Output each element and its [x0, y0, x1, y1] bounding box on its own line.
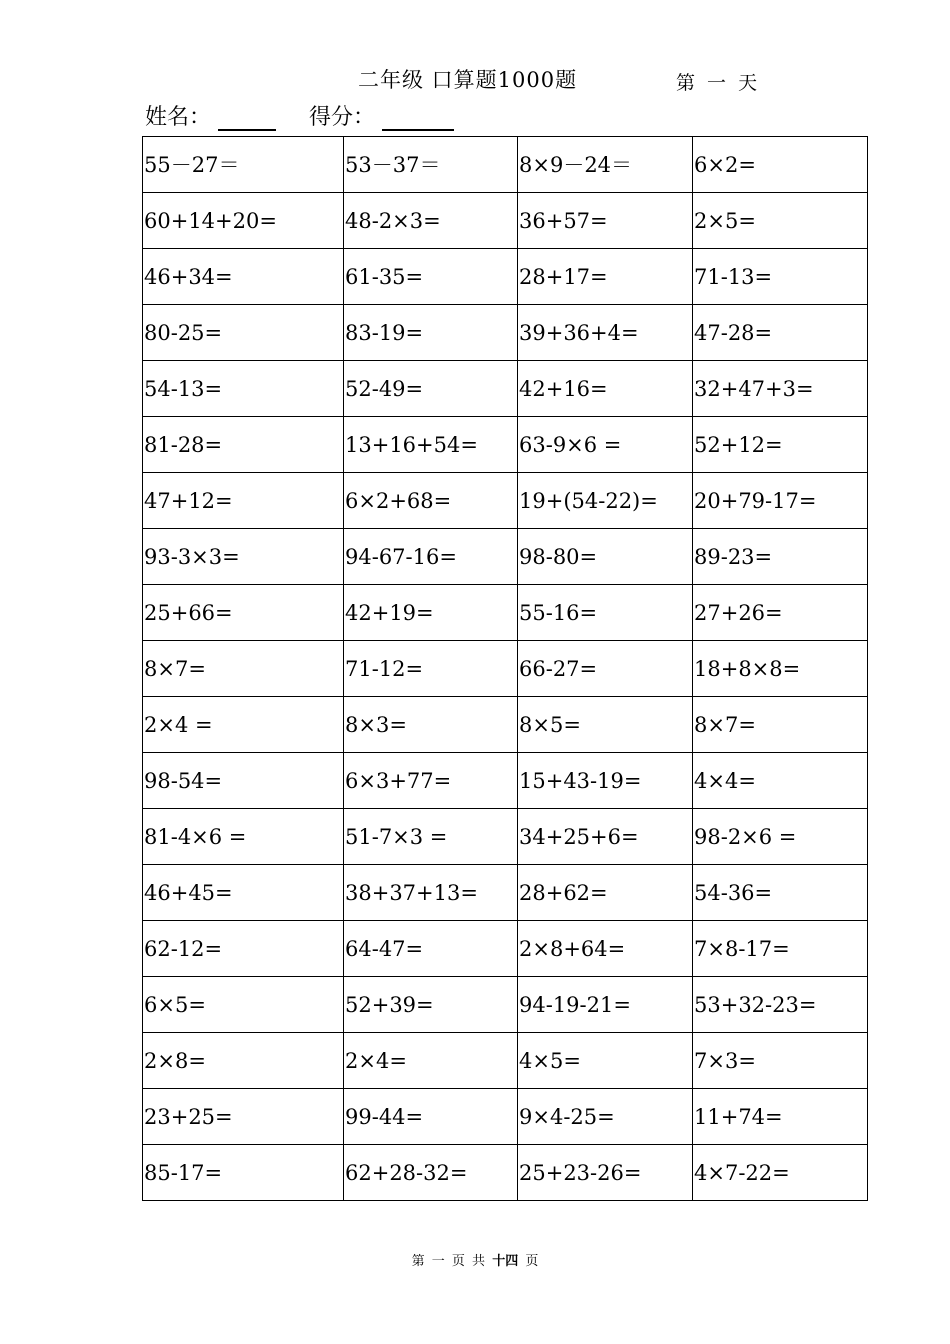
- problem-cell: 6×2=: [693, 137, 868, 193]
- problem-row: [143, 529, 868, 585]
- worksheet-title: 二年级 口算题1000题: [358, 68, 578, 92]
- problem-row: [143, 697, 868, 753]
- problem-cell: 23+25=: [143, 1089, 344, 1145]
- problem-cell: 62+28-32=: [344, 1145, 518, 1201]
- problem-cell: 8×9－24＝: [518, 137, 693, 193]
- problem-cell: 8×7=: [143, 641, 344, 697]
- problem-cell: 2×4 =: [143, 697, 344, 753]
- name-label: 姓名：: [145, 105, 212, 130]
- problem-cell: 52-49=: [344, 361, 518, 417]
- problem-cell: 51-7×3 =: [344, 809, 518, 865]
- problem-cell: 66-27=: [518, 641, 693, 697]
- problem-cell: 61-35=: [344, 249, 518, 305]
- problem-row: [143, 585, 868, 641]
- problem-cell: 18+8×8=: [693, 641, 868, 697]
- problem-cell: 55-16=: [518, 585, 693, 641]
- problem-cell: 81-28=: [143, 417, 344, 473]
- problem-cell: 4×4=: [693, 753, 868, 809]
- problem-cell: 28+62=: [518, 865, 693, 921]
- problem-cell: 42+19=: [344, 585, 518, 641]
- problem-cell: 46+45=: [143, 865, 344, 921]
- footer-prefix: 第 一 页 共: [411, 1254, 486, 1269]
- problem-row: [143, 1145, 868, 1201]
- problem-row: [143, 1033, 868, 1089]
- problem-cell: 94-67-16=: [344, 529, 518, 585]
- problem-cell: 85-17=: [143, 1145, 344, 1201]
- problem-cell: 98-2×6 =: [693, 809, 868, 865]
- problem-cell: 55－27＝: [143, 137, 344, 193]
- problem-cell: 19+(54-22)=: [518, 473, 693, 529]
- problem-cell: 53+32-23=: [693, 977, 868, 1033]
- problem-cell: 54-36=: [693, 865, 868, 921]
- problem-cell: 83-19=: [344, 305, 518, 361]
- score-label: 得分：: [309, 105, 376, 130]
- problem-cell: 99-44=: [344, 1089, 518, 1145]
- problem-cell: 54-13=: [143, 361, 344, 417]
- problem-cell: 6×3+77=: [344, 753, 518, 809]
- problem-grid-body: [143, 137, 868, 1201]
- problem-cell: 6×5=: [143, 977, 344, 1033]
- footer-suffix: 页: [525, 1254, 539, 1269]
- problem-cell: 4×5=: [518, 1033, 693, 1089]
- footer-total-pages: 十四: [492, 1254, 519, 1269]
- problem-cell: 13+16+54=: [344, 417, 518, 473]
- problem-cell: 47-28=: [693, 305, 868, 361]
- problem-cell: 20+79-17=: [693, 473, 868, 529]
- problem-row: [143, 977, 868, 1033]
- problem-row: [143, 641, 868, 697]
- problem-row: [143, 473, 868, 529]
- problem-cell: 28+17=: [518, 249, 693, 305]
- problem-cell: 46+34=: [143, 249, 344, 305]
- problem-cell: 60+14+20=: [143, 193, 344, 249]
- problem-cell: 2×8+64=: [518, 921, 693, 977]
- problem-row: [143, 865, 868, 921]
- problem-cell: 34+25+6=: [518, 809, 693, 865]
- problem-cell: 38+37+13=: [344, 865, 518, 921]
- page-footer: [0, 1250, 950, 1269]
- problem-cell: 9×4-25=: [518, 1089, 693, 1145]
- problem-cell: 89-23=: [693, 529, 868, 585]
- problem-cell: 48-2×3=: [344, 193, 518, 249]
- problem-grid: [142, 136, 868, 1201]
- problem-row: [143, 921, 868, 977]
- problem-cell: 94-19-21=: [518, 977, 693, 1033]
- score-blank-line[interactable]: [382, 99, 454, 131]
- problem-cell: 8×7=: [693, 697, 868, 753]
- student-info-row: [145, 99, 454, 133]
- problem-cell: 15+43-19=: [518, 753, 693, 809]
- problem-cell: 81-4×6 =: [143, 809, 344, 865]
- problem-cell: 25+66=: [143, 585, 344, 641]
- problem-cell: 2×8=: [143, 1033, 344, 1089]
- problem-cell: 36+57=: [518, 193, 693, 249]
- problem-cell: 4×7-22=: [693, 1145, 868, 1201]
- problem-cell: 71-12=: [344, 641, 518, 697]
- problem-row: [143, 417, 868, 473]
- problem-row: [143, 137, 868, 193]
- problem-cell: 11+74=: [693, 1089, 868, 1145]
- name-blank-line[interactable]: [218, 99, 276, 131]
- problem-row: [143, 249, 868, 305]
- problem-cell: 27+26=: [693, 585, 868, 641]
- problem-cell: 8×3=: [344, 697, 518, 753]
- problem-cell: 42+16=: [518, 361, 693, 417]
- problem-row: [143, 1089, 868, 1145]
- problem-cell: 64-47=: [344, 921, 518, 977]
- problem-cell: 7×8-17=: [693, 921, 868, 977]
- problem-cell: 32+47+3=: [693, 361, 868, 417]
- problem-cell: 2×4=: [344, 1033, 518, 1089]
- problem-cell: 62-12=: [143, 921, 344, 977]
- problem-cell: 52+39=: [344, 977, 518, 1033]
- day-label: 第 一 天: [676, 72, 758, 94]
- problem-cell: 98-54=: [143, 753, 344, 809]
- problem-cell: 47+12=: [143, 473, 344, 529]
- problem-cell: 52+12=: [693, 417, 868, 473]
- problem-row: [143, 305, 868, 361]
- problem-row: [143, 809, 868, 865]
- problem-cell: 53－37＝: [344, 137, 518, 193]
- problem-cell: 39+36+4=: [518, 305, 693, 361]
- problem-row: [143, 361, 868, 417]
- problem-cell: 71-13=: [693, 249, 868, 305]
- problem-cell: 8×5=: [518, 697, 693, 753]
- problem-cell: 98-80=: [518, 529, 693, 585]
- problem-cell: 25+23-26=: [518, 1145, 693, 1201]
- problem-row: [143, 193, 868, 249]
- problem-cell: 7×3=: [693, 1033, 868, 1089]
- problem-cell: 63-9×6 =: [518, 417, 693, 473]
- problem-row: [143, 753, 868, 809]
- problem-cell: 93-3×3=: [143, 529, 344, 585]
- problem-cell: 80-25=: [143, 305, 344, 361]
- problem-cell: 2×5=: [693, 193, 868, 249]
- problem-cell: 6×2+68=: [344, 473, 518, 529]
